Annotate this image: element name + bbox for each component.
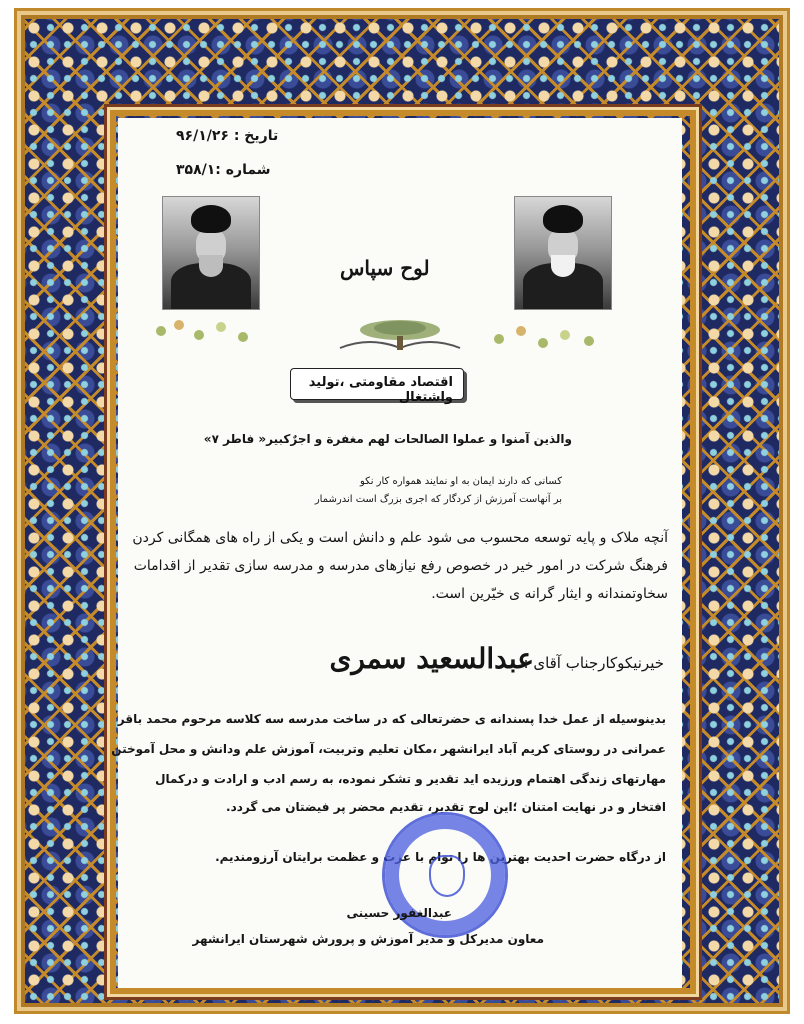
emblem-icon <box>429 855 465 897</box>
intro-line-1: آنچه ملاک و پایه توسعه محسوب می شود علم و دانش است و یکی از راه های همگانی کردن <box>132 530 668 546</box>
certificate-title: لوح سپاس <box>340 256 430 280</box>
recipient-label: خیرنیکوکارجناب آقای : <box>523 654 664 672</box>
slogan-text: اقتصاد مقاومتی ،تولید واشتغال <box>308 375 453 405</box>
body-line-3: مهارتهای زندگی اهتمام ورزیده اید تقدیر و تشکر نموده، به رسم ادب و ارادت و درکمال <box>155 772 666 786</box>
intro-line-3: سخاوتمندانه و ایثار گرانه ی خیّرین است. <box>431 586 668 602</box>
recipient-name: عبدالسعید سمری <box>329 642 534 675</box>
certificate-number: شماره :۳۵۸/۱ <box>176 162 271 178</box>
portrait-left <box>162 196 260 310</box>
tree-ornament-icon <box>330 318 470 354</box>
body-line-4: افتخار و در نهایت امتنان ؛این لوح تقدیر، تقدیم محضر پر فیضتان می گردد. <box>226 800 666 814</box>
signer-name: عبدالغفور حسینی <box>346 906 452 920</box>
quran-verse: والذین آمنوا و عملوا الصالحات لهم مغفرة و اجرٌکبیر« فاطر ۷» <box>203 432 572 446</box>
poem-line-1: کسانی که دارند ایمان به او نمایند همواره کار نکو <box>360 476 562 487</box>
slogan-box <box>290 368 464 405</box>
body-line-1: بدینوسیله از عمل خدا پسندانه ی حضرتعالی که در ساخت مدرسه سه کلاسه مرحوم محمد باقر <box>117 712 666 726</box>
flower-decoration-left <box>150 318 270 352</box>
certificate-date: تاریخ : ۹۶/۱/۲۶ <box>176 128 279 144</box>
intro-line-2: فرهنگ شرکت در امور خیر در خصوص رفع نیازهای مدرسه و مدرسه سازی تقدیر از اقدامات <box>133 558 668 574</box>
body-line-2: عمرانی در روستای کریم آباد ایرانشهر ،مکان تعلیم وتربیت، آموزش علم ودانش و محل آموختن <box>111 742 666 756</box>
signer-title: معاون مدیرکل و مدیر آموزش و پرورش شهرستان ایرانشهر <box>192 932 544 946</box>
poem-line-2: بر آنهاست آمرزش از کردگار که اجری بزرگ است اندرشمار <box>314 494 562 505</box>
portrait-right <box>514 196 612 310</box>
flower-decoration-right <box>488 324 608 358</box>
closing-line: از درگاه حضرت احدیت بهترین ها را توام با عزت و عظمت برایتان آرزومندیم. <box>215 850 666 864</box>
